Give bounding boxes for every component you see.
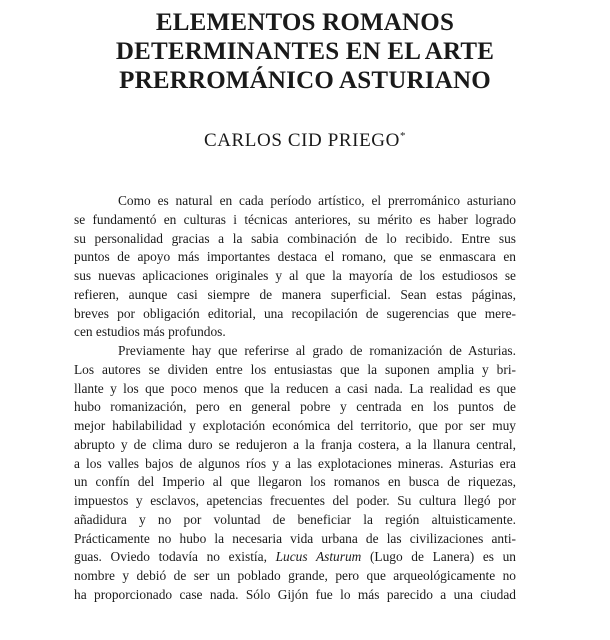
paragraph-1: [74, 192, 516, 342]
text-line: hubo romanización, pero en general pobre y centrada en los puntos de: [74, 399, 516, 415]
text-line: Los autores se dividen entre los entusiastas que la suponen amplia y bri-: [74, 361, 516, 377]
text-line: refieren, aunque casi siempre de manera superficial. Sean estas páginas,: [74, 286, 516, 302]
text-line: breves por obligación editorial, una recopilación de sugerencias que mere-: [74, 305, 516, 321]
text-line-with-italic: [74, 548, 516, 567]
text-line: impuestos y esclavos, apetencias frecuentes del poder. Su cultura llegó por: [74, 493, 516, 508]
text-line: a los valles bajos de algunos ríos y a las explotaciones mineras. Asturias era: [74, 455, 516, 471]
text-line: ha proporcionado case nada. Sólo Gijón fue lo más parecido a una ciudad: [74, 586, 516, 602]
author-byline: [0, 130, 610, 152]
text-line: Previamente hay que referirse al grado de romanización de Asturias.: [118, 343, 516, 358]
text-line: cen estudios más profundos.: [74, 324, 226, 340]
text-line: Prácticamente no hubo la necesaria vida urbana de las civilizaciones anti-: [74, 530, 516, 546]
italic-place-name: Lucus Asturum: [275, 549, 362, 565]
text-line: su personalidad gracias a la sabia combinación de lo recibido. Entre sus: [74, 230, 516, 246]
text-run: guas. Oviedo todavía no existía,: [74, 549, 276, 565]
title-line: DETERMINANTES EN EL ARTE: [115, 38, 495, 65]
title-line: PRERROMÁNICO ASTURIANO: [119, 67, 491, 94]
text-line: puntos de apoyo más importantes destaca el romano, que se enmascara en: [74, 249, 516, 265]
footnote-mark: *: [399, 130, 407, 142]
text-line: sus nuevas aplicaciones originales y al que la mayoría de los estudiosos se: [74, 268, 516, 283]
text-line: mejor habilabilidad y explotación económica del territorio, que por ser muy: [74, 418, 516, 433]
text-line: abrupto y de clima duro se redujeron a la franja costera, a la llanura central,: [74, 436, 516, 452]
text-run: (Lugo de Lanera) es un: [361, 549, 516, 565]
text-line: añadidura y no por voluntad de beneficiar la región altuisticamente.: [74, 511, 516, 527]
article-body: [74, 192, 516, 605]
text-line: Como es natural en cada período artístico, el prerrománico asturiano: [118, 193, 516, 208]
text-line: llante y los que poco menos que la reducen a casi nada. La realidad es que: [74, 380, 516, 396]
paragraph-2: [74, 342, 516, 605]
author-name: CARLOS CID PRIEGO: [203, 130, 400, 151]
article-title: [0, 8, 610, 95]
title-line: ELEMENTOS ROMANOS: [155, 9, 455, 36]
text-line: nombre y debió de ser un poblado grande, pero que arqueológicamente no: [74, 568, 516, 583]
text-line: se fundamentó en culturas i técnicas anteriores, su mérito es haber logrado: [74, 211, 516, 227]
text-line: un confín del Imperio al que llegaron los romanos en busca de riquezas,: [74, 474, 516, 490]
